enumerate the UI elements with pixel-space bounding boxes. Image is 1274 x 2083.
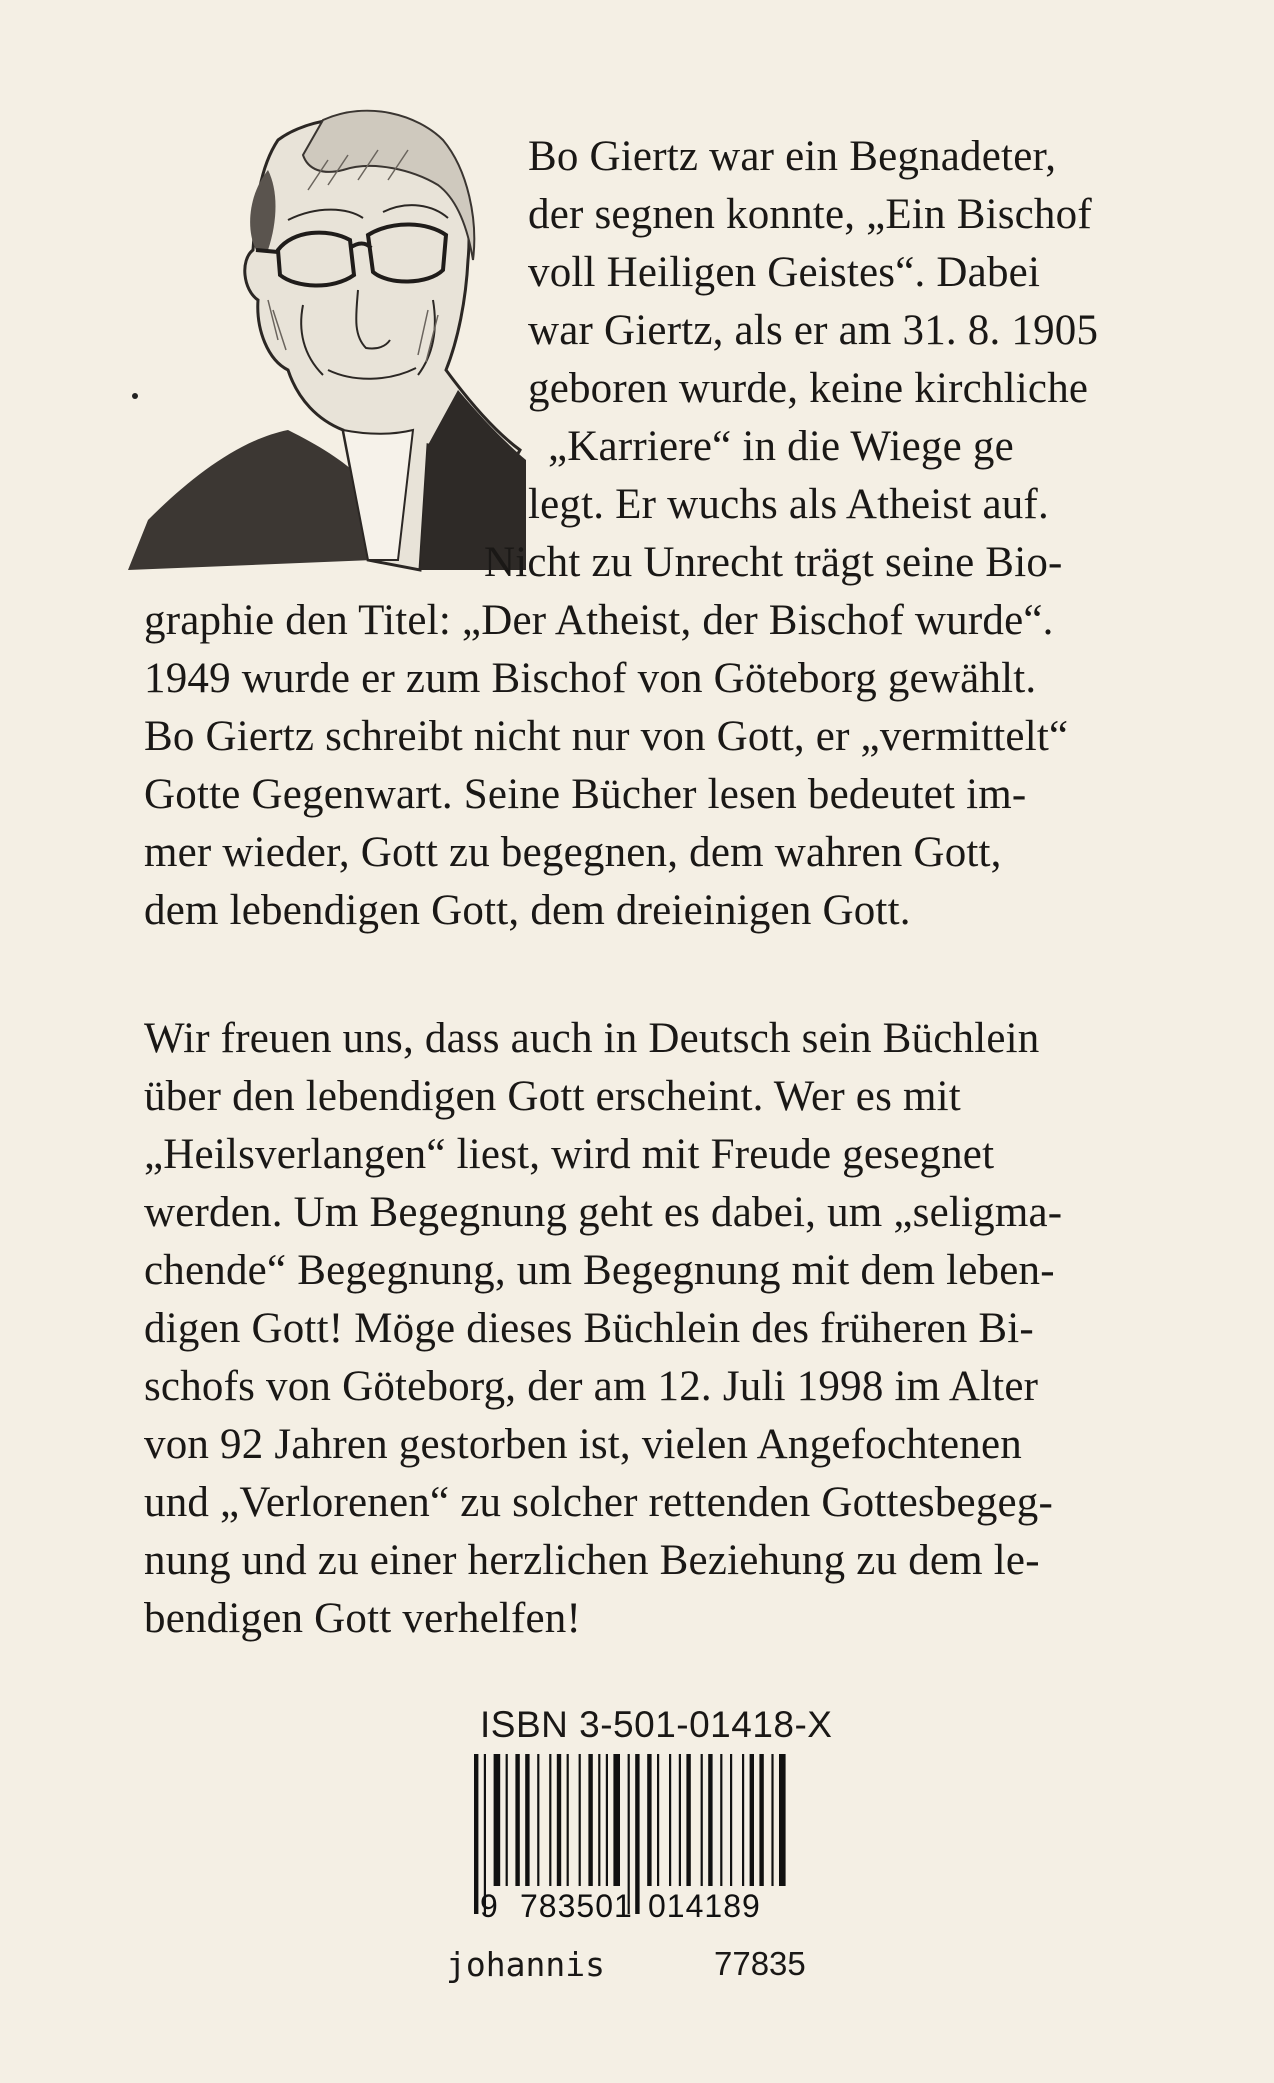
barcode-bar [669, 1754, 671, 1886]
barcode-bar [606, 1754, 608, 1886]
barcode-bar [567, 1754, 569, 1886]
barcode-bar [613, 1754, 620, 1886]
barcode-digits-right: 014189 [648, 1888, 761, 1924]
barcode-bar [730, 1754, 732, 1886]
barcode-bar [494, 1754, 501, 1886]
paragraph1-line-12: Gotte Gegenwart. Seine Bücher lesen bedeutet im- [144, 771, 1027, 818]
barcode-bar [588, 1754, 592, 1886]
paragraph2-line-9: und „Verlorenen“ zu solcher rettenden Gottesbegeg- [144, 1479, 1054, 1526]
barcode-bar [557, 1754, 561, 1886]
isbn-label: ISBN 3-501-01418-X [480, 1704, 833, 1745]
barcode-bar [779, 1754, 786, 1886]
barcode-bar [720, 1754, 722, 1886]
paragraph1-line-8: Nicht zu Unrecht trägt seine Bio- [484, 539, 1063, 586]
paragraph1-line-4: war Giertz, als er am 31. 8. 1905 [528, 307, 1099, 354]
paragraph1-line-5: geboren wurde, keine kirchliche [528, 365, 1089, 412]
paragraph1-line-14: dem lebendigen Gott, dem dreieinigen Gott. [144, 887, 911, 934]
barcode-digit-first: 9 [480, 1888, 498, 1924]
barcode-bar [708, 1754, 712, 1886]
paragraph2-line-3: „Heilsverlangen“ liest, wird mit Freude gesegnet [144, 1131, 995, 1178]
paragraph2-line-8: von 92 Jahren gestorben ist, vielen Angefochtenen [144, 1421, 1022, 1468]
publisher-name: johannis [446, 1945, 605, 1984]
barcode-bar [537, 1754, 539, 1886]
barcode-bar [742, 1754, 744, 1886]
barcode-bar [474, 1754, 478, 1914]
paragraph2-line-1: Wir freuen uns, dass auch in Deutsch sein Büchlein [144, 1015, 1040, 1062]
paragraph2-line-5: chende“ Begegnung, um Begegnung mit dem leben- [144, 1247, 1055, 1294]
barcode-bar [635, 1754, 639, 1914]
paragraph1-line-6: „Karriere“ in die Wiege ge [548, 423, 1014, 470]
barcode-bar [759, 1754, 763, 1886]
paragraph1-line-2: der segnen konnte, „Ein Bischof [528, 191, 1092, 238]
barcode-bar [515, 1754, 519, 1886]
paragraph1-line-10: 1949 wurde er zum Bischof von Göteborg gewählt. [144, 655, 1037, 702]
paragraph1-line-9: graphie den Titel: „Der Atheist, der Bischof wurde“. [144, 597, 1054, 644]
paragraph1-line-13: mer wieder, Gott zu begegnen, dem wahren Gott, [144, 829, 1002, 876]
barcode-bar [679, 1754, 681, 1886]
barcode-bar [579, 1754, 581, 1886]
stray-dot [132, 393, 138, 399]
barcode-bar [701, 1754, 703, 1886]
barcode-bar [750, 1754, 754, 1886]
paragraph2-line-6: digen Gott! Möge dieses Büchlein des früheren Bi- [144, 1305, 1034, 1352]
barcode-bar [506, 1754, 508, 1886]
barcode-bar [525, 1754, 529, 1886]
paragraph2-line-2: über den lebendigen Gott erscheint. Wer es mit [144, 1073, 961, 1120]
barcode-bar [549, 1754, 551, 1886]
paragraph2-line-4: werden. Um Begegnung geht es dabei, um „seligma- [144, 1189, 1063, 1236]
order-number: 77835 [714, 1945, 806, 1982]
paragraph1-line-7: legt. Er wuchs als Atheist auf. [528, 481, 1049, 528]
barcode-bar [771, 1754, 773, 1886]
paragraph1-line-1: Bo Giertz war ein Begnadeter, [528, 133, 1057, 180]
paragraph1-line-11: Bo Giertz schreibt nicht nur von Gott, er „vermittelt“ [144, 713, 1069, 760]
barcode-bar [598, 1754, 600, 1886]
portrait-engraving-icon [128, 100, 528, 590]
barcode-digits-left: 783501 [520, 1888, 633, 1924]
paragraph2-line-7: schofs von Göteborg, der am 12. Juli 1998 im Alter [144, 1363, 1039, 1410]
paragraph2-line-10: nung und zu einer herzlichen Beziehung zu dem le- [144, 1537, 1040, 1584]
paragraph1-line-3: voll Heiligen Geistes“. Dabei [528, 249, 1041, 296]
paragraph2-line-11: bendigen Gott verhelfen! [144, 1595, 582, 1642]
barcode [468, 1754, 798, 1924]
barcode-bar [647, 1754, 651, 1886]
barcode-bar [686, 1754, 690, 1886]
barcode-bar [657, 1754, 659, 1886]
